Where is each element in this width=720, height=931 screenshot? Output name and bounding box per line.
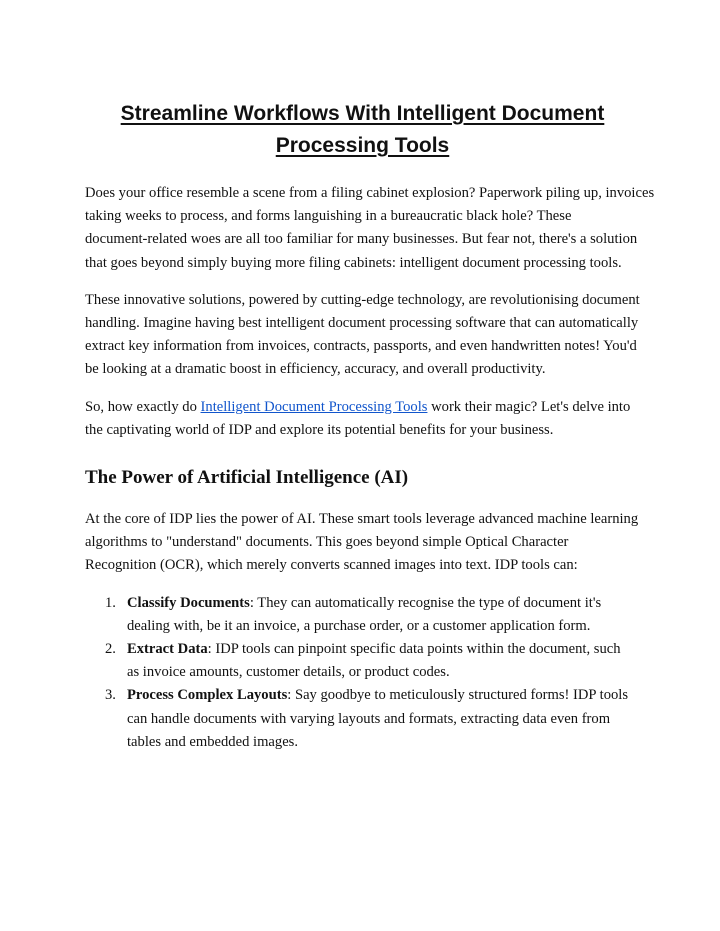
paragraph-line: Recognition (OCR), which merely converts scanned images into text. IDP tools can:	[85, 557, 578, 574]
paragraph-line: handling. Imagine having best intelligent document processing software that can automatically	[85, 315, 639, 332]
list-line: dealing with, be it an invoice, a purchase order, or a customer application form.	[127, 617, 591, 634]
list-number: 1.	[105, 594, 116, 611]
list-text: : Say goodbye to meticulously structured forms! IDP tools	[287, 687, 629, 704]
paragraph-line: the captivating world of IDP and explore its potential benefits for your business.	[85, 421, 554, 438]
list-item	[85, 638, 640, 684]
paragraph-line: taking weeks to process, and forms languishing in a bureaucratic black hole? These	[85, 208, 572, 225]
intro-paragraph-1	[85, 182, 655, 275]
list-line: tables and embedded images.	[127, 733, 299, 750]
list-line: as invoice amounts, customer details, or product codes.	[127, 664, 450, 681]
list-item	[85, 592, 640, 638]
capabilities-list	[85, 592, 640, 754]
title-line-2: Processing Tools	[275, 134, 450, 157]
list-item	[85, 684, 640, 754]
paragraph-line: document-related woes are all too familiar for many businesses. But fear not, there's a solution	[85, 231, 638, 248]
list-line	[127, 638, 640, 661]
paragraph-line	[85, 396, 640, 419]
list-line	[127, 684, 640, 707]
intro-paragraph-2	[85, 289, 640, 382]
paragraph-line: At the core of IDP lies the power of AI. These smart tools leverage advanced machine learning	[85, 511, 639, 528]
paragraph-line: These innovative solutions, powered by cutting-edge technology, are revolutionising document	[85, 291, 640, 308]
paragraph-line: Does your office resemble a scene from a filing cabinet explosion? Paperwork piling up, invoices	[85, 185, 655, 201]
list-number: 3.	[105, 687, 116, 704]
intro-paragraph-3	[85, 396, 640, 442]
list-term: Classify Documents	[127, 594, 250, 611]
paragraph-line: algorithms to "understand" documents. This goes beyond simple Optical Character	[85, 534, 569, 551]
paragraph-line: be looking at a dramatic boost in efficiency, accuracy, and overall productivity.	[85, 361, 546, 378]
title-line-1: Streamline Workflows With Intelligent Document	[120, 102, 605, 125]
paragraph-line: extract key information from invoices, contracts, passports, and even handwritten notes! You'd	[85, 338, 637, 355]
list-term: Process Complex Layouts	[127, 687, 288, 704]
idp-tools-link[interactable]: Intelligent Document Processing Tools	[200, 398, 428, 415]
list-line: can handle documents with varying layouts and formats, extracting data even from	[127, 710, 611, 727]
link-lead-text: So, how exactly do	[85, 398, 201, 415]
section-heading: The Power of Artificial Intelligence (AI)	[85, 467, 409, 489]
list-text: : They can automatically recognise the type of document it's	[249, 594, 602, 611]
list-term: Extract Data	[127, 641, 208, 658]
link-trail-text: work their magic? Let's delve into	[427, 398, 631, 415]
list-line	[127, 592, 640, 615]
list-number: 2.	[105, 641, 116, 658]
section-paragraph	[85, 508, 640, 578]
paragraph-line: that goes beyond simply buying more filing cabinets: intelligent document processing tools.	[85, 254, 622, 271]
list-text: : IDP tools can pinpoint specific data points within the document, such	[207, 641, 621, 658]
document-page	[85, 98, 655, 754]
page-title	[85, 98, 640, 162]
